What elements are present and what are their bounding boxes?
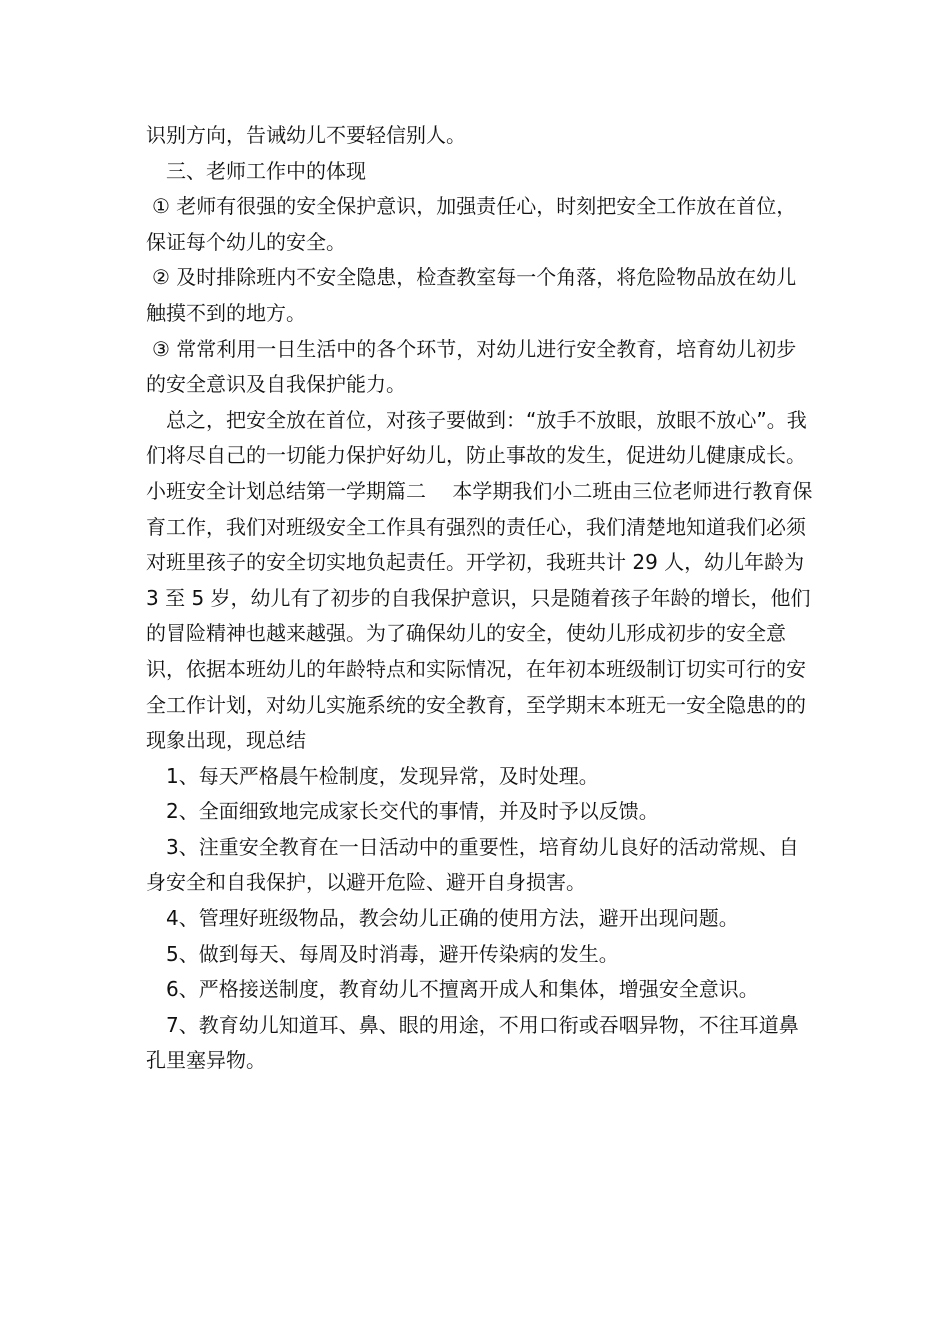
document-body (146, 118, 816, 1079)
list-item-5: 5、做到每天、每周及时消毒，避开传染病的发生。 (166, 941, 619, 966)
list-item-7: 7、教育幼儿知道耳、鼻、眼的用途，不用口衔或吞咽异物，不往耳道鼻孔里塞异物。 (146, 1012, 799, 1073)
list-item-3: 3、注重安全教育在一日活动中的重要性，培育幼儿良好的活动常规、自身安全和自我保护，以避开危险、避开自身损害。 (146, 834, 799, 895)
list-item-6: 6、严格接送制度，教育幼儿不擅离开成人和集体，增强安全意识。 (166, 977, 759, 1002)
paragraph-part-two-intro: 小班安全计划总结第一学期篇二 本学期我们小二班由三位老师进行教育保育工作，我们对班级安全工作具有强烈的责任心，我们清楚地知道我们必须对班里孩子的安全切实地负起责任。开学初，我班共计 29 人，幼儿年龄为 3 至 5 岁，幼儿有了初步的自我保护意识，只是随着孩子年龄的增长，他们的冒险精神也越来越强。为了确保幼儿的安全，使幼儿形成初步的安全意识，依据本班幼儿的年龄特点和实际情况，在年初本班级制订切实可行的安全工作计划，对幼儿实施系统的安全教育，至学期末本班无一安全隐患的的现象出现，现总结 (146, 478, 813, 753)
list-item-1: 1、每天严格晨午检制度，发现异常，及时处理。 (166, 763, 599, 788)
paragraph-conclusion: 总之，把安全放在首位，对孩子要做到：“放手不放眼，放眼不放心”。我们将尽自己的一切能力保护好幼儿，防止事故的发生，促进幼儿健康成长。 (146, 407, 807, 468)
list-item-circled-2: ② 及时排除班内不安全隐患，检查教室每一个角落，将危险物品放在幼儿触摸不到的地方。 (146, 265, 797, 325)
list-item-circled-1: ① 老师有很强的安全保护意识，加强责任心，时刻把安全工作放在首位，保证每个幼儿的安全。 (146, 194, 797, 254)
list-item-2: 2、全面细致地完成家长交代的事情，并及时予以反馈。 (166, 799, 659, 824)
section-heading-teacher-work: 三、老师工作中的体现 (166, 158, 366, 183)
list-item-circled-3: ③ 常常利用一日生活中的各个环节，对幼儿进行安全教育，培育幼儿初步的安全意识及自我保护能力。 (146, 336, 797, 397)
paragraph-continuation: 识别方向，告诫幼儿不要轻信别人。 (146, 123, 466, 147)
list-item-4: 4、管理好班级物品，教会幼儿正确的使用方法，避开出现问题。 (166, 906, 739, 931)
